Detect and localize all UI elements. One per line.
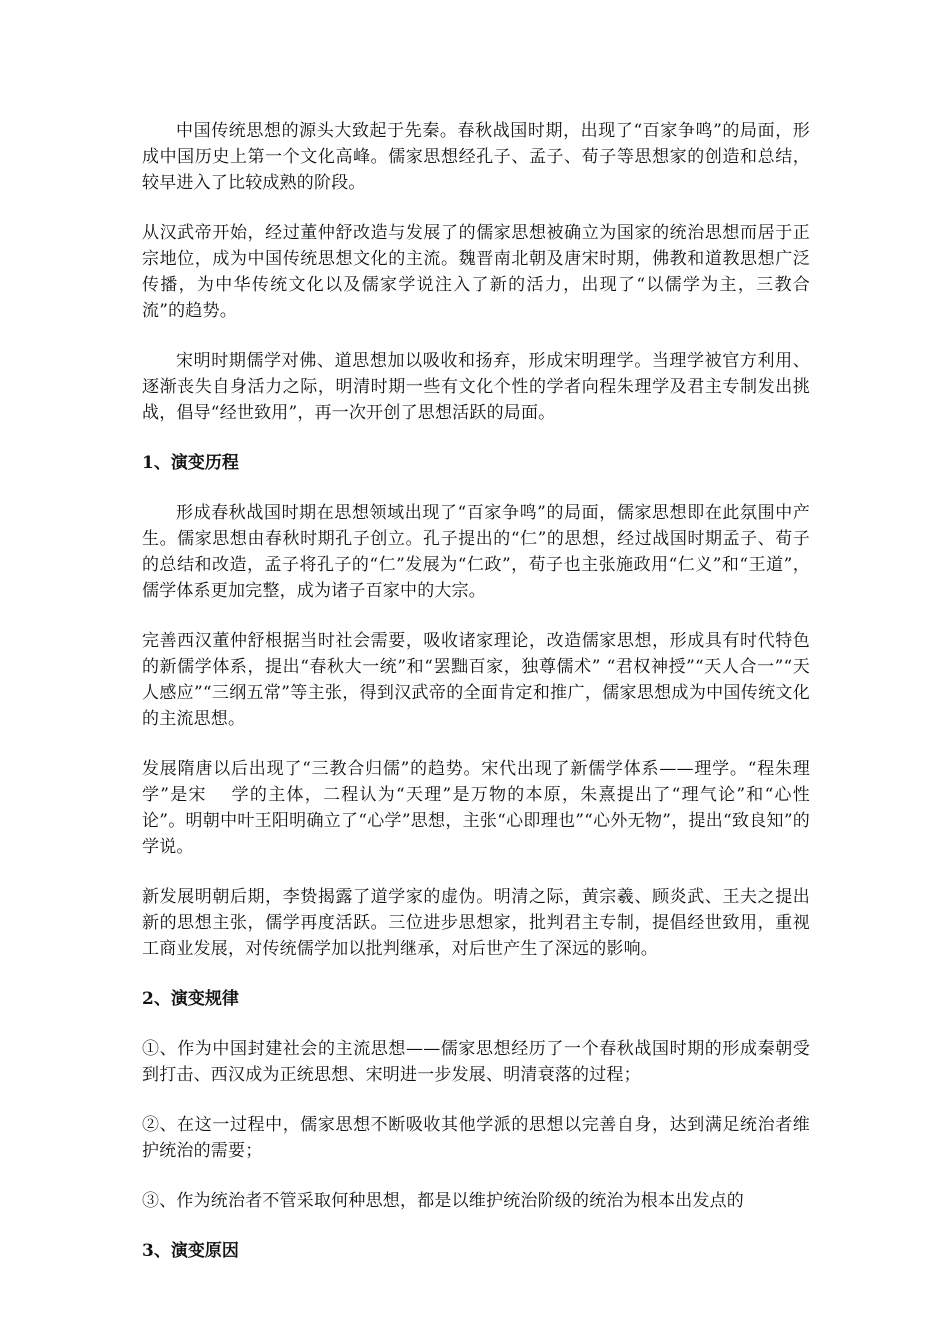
list-item-pattern-3: ③、作为统治者不管采取何种思想，都是以维护统治阶级的统治为根本出发点的 — [142, 1191, 744, 1211]
list-item-pattern-2: ②、在这一过程中，儒家思想不断吸收其他学派的思想以完善自身，达到满足统治者维护统治的需要； — [142, 1115, 810, 1161]
paragraph-formation: 形成春秋战国时期在思想领域出现了“百家争鸣”的局面，儒家思想即在此氛围中产生。儒家思想由春秋时期孔子创立。孔子提出的“仁”的思想，经过战国时期孟子、荀子的总结和改造，孟子将孔子的“仁”发展为“仁政”，荀子也主张施政用“仁义”和“王道”，儒学体系更加完整，成为诸子百家中的大宗。 — [142, 503, 810, 601]
paragraph-development: 发展隋唐以后出现了“三教合归儒”的趋势。宋代出现了新儒学体系——理学。“程朱理学”是宋 学的主体，二程认为“天理”是万物的本原，朱熹提出了“理气论”和“心性论”。明朝中叶王阳明确立了“心学”思想，主张“心即理也”“心外无物”，提出“致良知”的学说。 — [142, 759, 810, 857]
paragraph-song-ming: 宋明时期儒学对佛、道思想加以吸收和扬弃，形成宋明理学。当理学被官方利用、逐渐丧失自身活力之际，明清时期一些有文化个性的学者向程朱理学及君主专制发出挑战，倡导“经世致用”，再一次开创了思想活跃的局面。 — [142, 351, 810, 423]
paragraph-new-development: 新发展明朝后期，李贽揭露了道学家的虚伪。明清之际，黄宗羲、顾炎武、王夫之提出新的思想主张，儒学再度活跃。三位进步思想家，批判君主专制，提倡经世致用，重视工商业发展，对传统儒学加以批判继承，对后世产生了深远的影响。 — [142, 887, 810, 959]
section-heading-evolution-pattern: 2、演变规律 — [142, 989, 239, 1009]
section-heading-evolution-reasons: 3、演变原因 — [142, 1241, 239, 1261]
paragraph-origin: 中国传统思想的源头大致起于先秦。春秋战国时期，出现了“百家争鸣”的局面，形成中国历史上第一个文化高峰。儒家思想经孔子、孟子、荀子等思想家的创造和总结，较早进入了比较成熟的阶段。 — [142, 121, 810, 193]
list-item-pattern-1: ①、作为中国封建社会的主流思想——儒家思想经历了一个春秋战国时期的形成秦朝受到打击、西汉成为正统思想、宋明进一步发展、明清衰落的过程； — [142, 1039, 810, 1085]
paragraph-perfection: 完善西汉董仲舒根据当时社会需要，吸收诸家理论，改造儒家思想，形成具有时代特色的新儒学体系，提出“春秋大一统”和“罢黜百家，独尊儒术” “君权神授”“天人合一”“天人感应”“三纲五常”等主张，得到汉武帝的全面肯定和推广，儒家思想成为中国传统文化的主流思想。 — [142, 631, 810, 729]
section-heading-evolution-history: 1、演变历程 — [142, 453, 239, 473]
paragraph-han-dynasty: 从汉武帝开始，经过董仲舒改造与发展了的儒家思想被确立为国家的统治思想而居于正宗地位，成为中国传统思想文化的主流。魏晋南北朝及唐宋时期，佛教和道教思想广泛传播，为中华传统文化以及儒家学说注入了新的活力，出现了“以儒学为主，三教合流”的趋势。 — [142, 223, 810, 321]
